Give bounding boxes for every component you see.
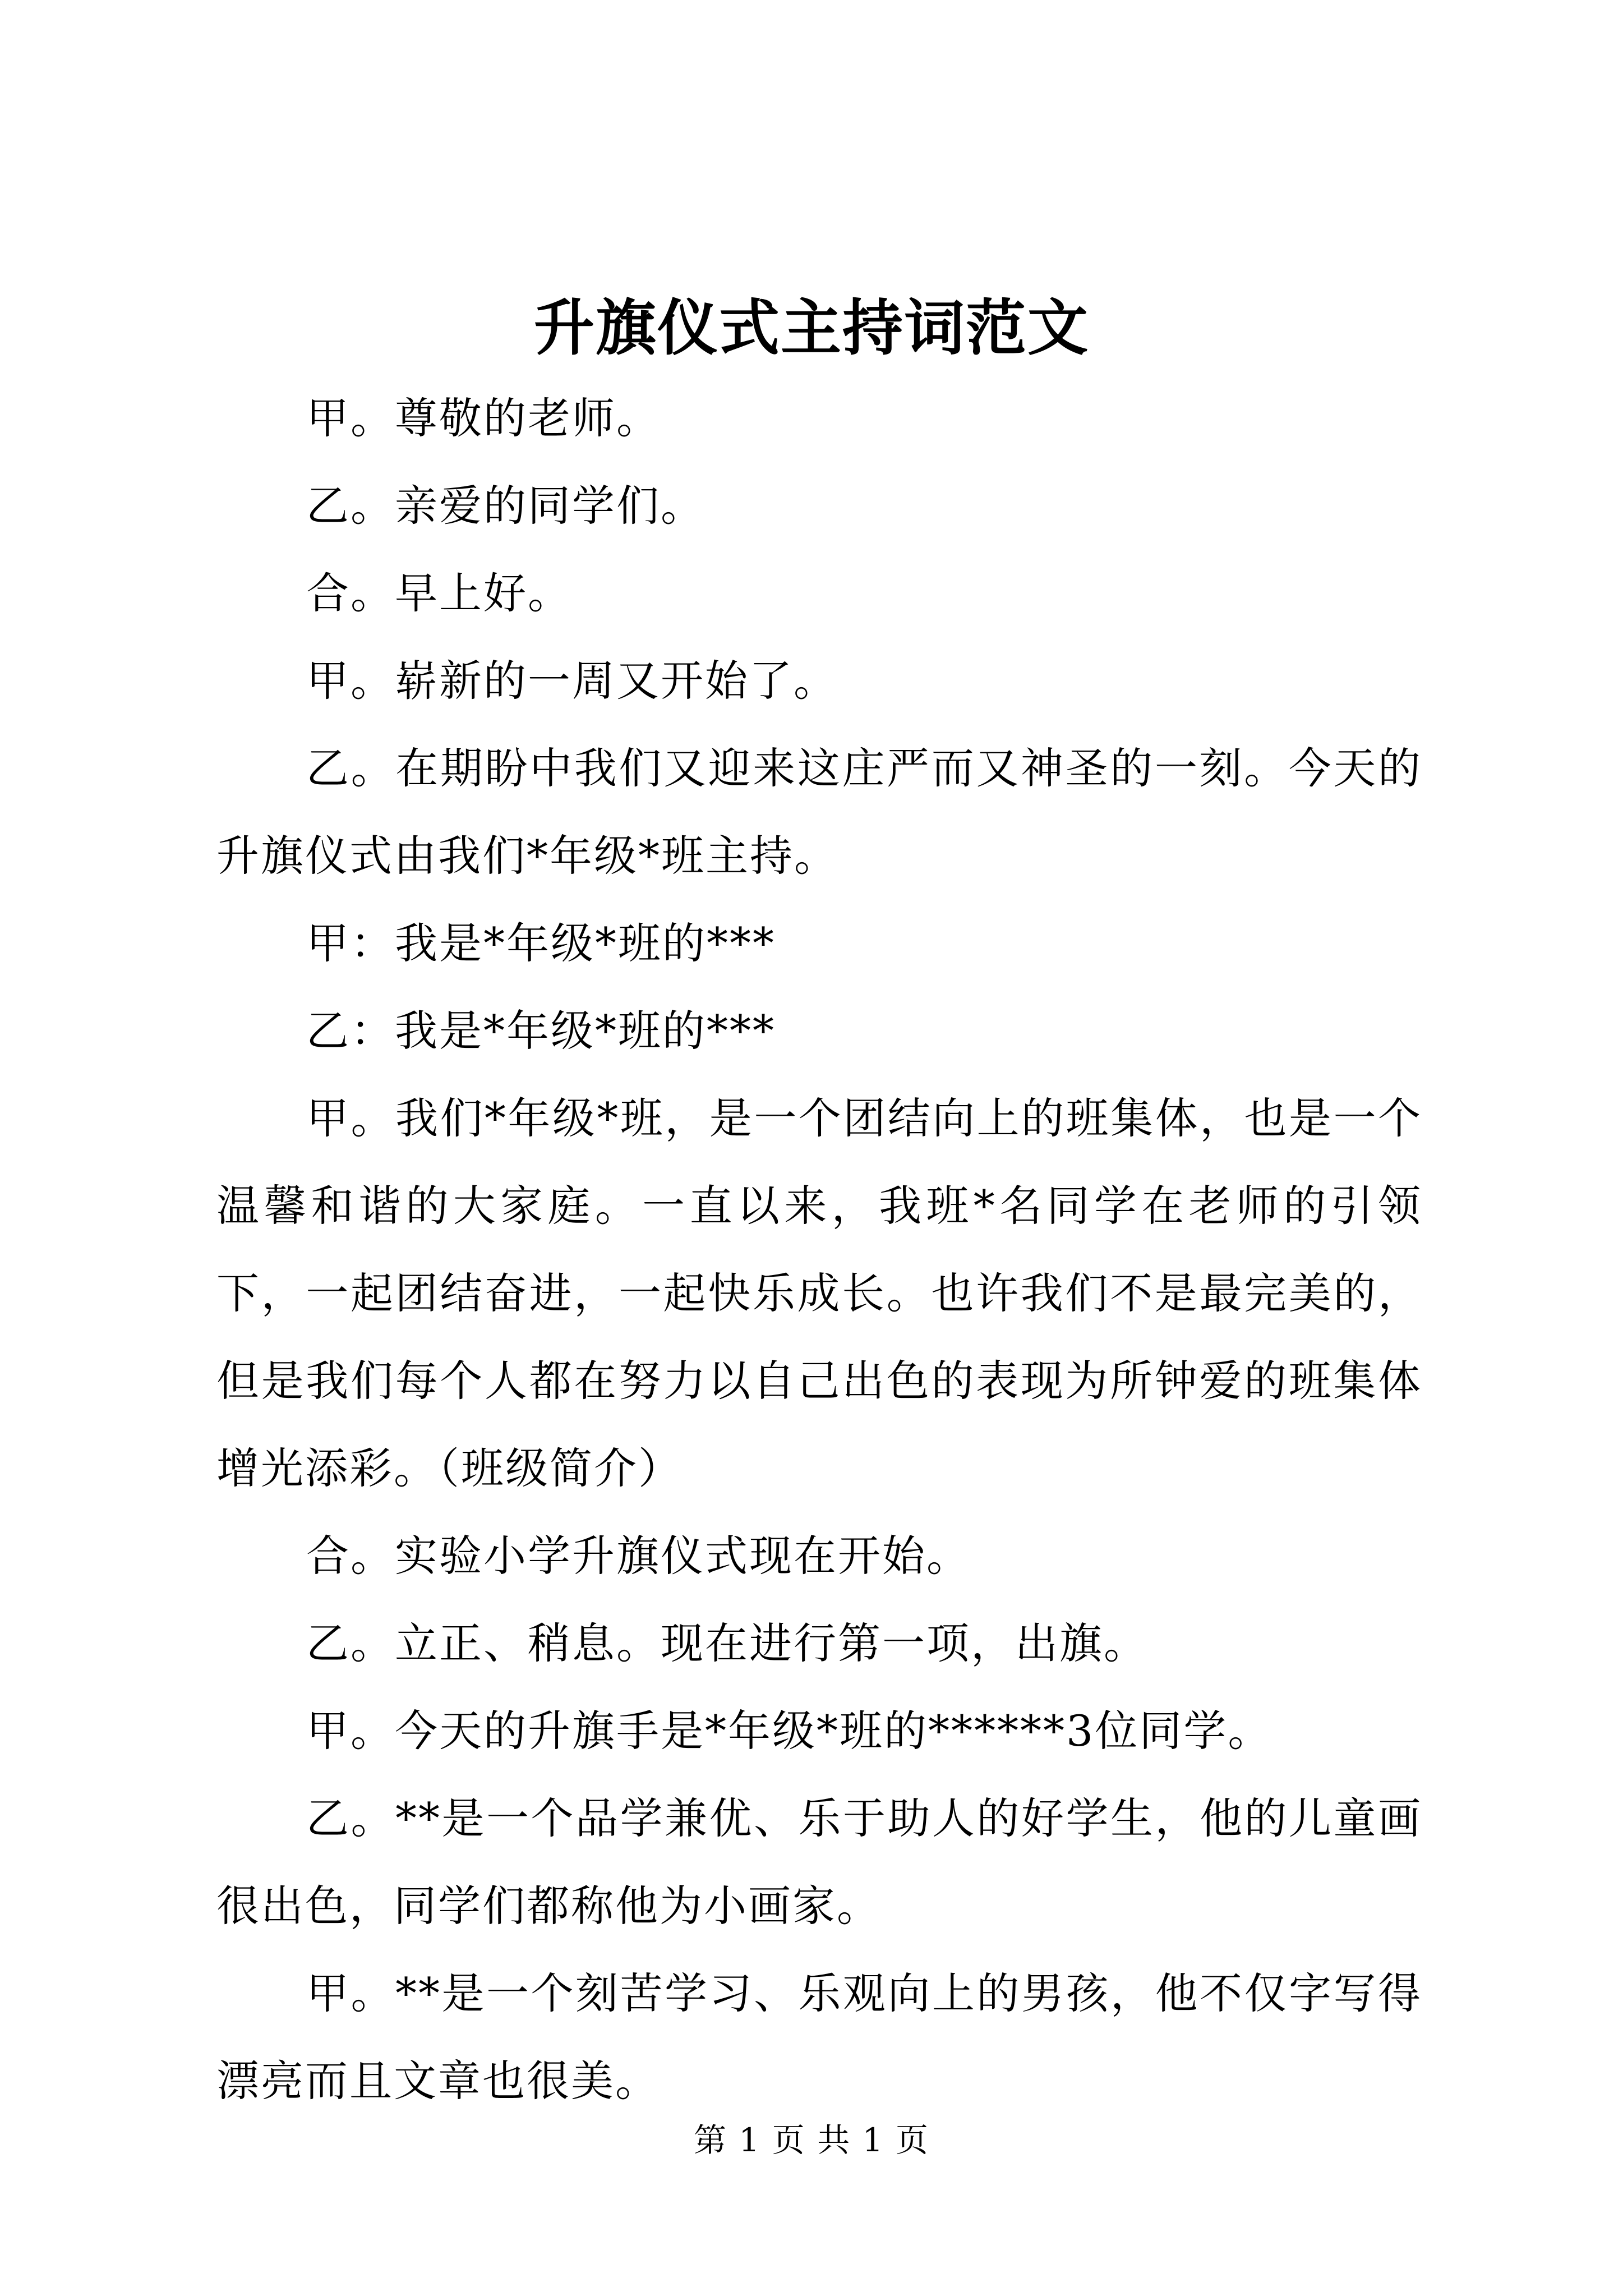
paragraph: 甲。**是一个刻苦学习、乐观向上的男孩，他不仅字写得漂亮而且文章也很美。 (216, 1968, 1422, 2106)
paragraph: 甲。我们*年级*班，是一个团结向上的班集体，也是一个温馨和谐的大家庭。一直以来，我班*名同学在老师的引领下，一起团结奋进，一起快乐成长。也许我们不是最完美的，但是我们每个人都在努力以自己出色的表现为所钟爱的班集体增光添彩。（班级简介） (216, 1093, 1422, 1493)
document-title: 升旗仪式主持词范文 (533, 293, 1089, 364)
paragraph: 乙。亲爱的同学们。 (306, 481, 705, 531)
paragraph: 合。早上好。 (306, 568, 572, 618)
paragraph: 乙：我是*年级*班的*** (306, 1006, 776, 1056)
paragraph: 乙。在期盼中我们又迎来这庄严而又神圣的一刻。今天的升旗仪式由我们*年级*班主持。 (216, 743, 1422, 881)
paragraph: 甲。今天的升旗手是*年级*班的******3位同学。 (306, 1706, 1272, 1756)
paragraph: 甲。尊敬的老师。 (306, 393, 661, 443)
document-body (216, 375, 1422, 2125)
paragraph: 甲：我是*年级*班的*** (306, 918, 776, 968)
paragraph: 乙。**是一个品学兼优、乐于助人的好学生，他的儿童画很出色，同学们都称他为小画家。 (216, 1793, 1422, 1931)
paragraph: 甲。崭新的一周又开始了。 (306, 656, 838, 706)
page-footer: 第 1 页 共 1 页 (694, 2121, 929, 2159)
paragraph: 合。实验小学升旗仪式现在开始。 (306, 1531, 971, 1581)
paragraph: 乙。立正、稍息。现在进行第一项，出旗。 (306, 1618, 1148, 1668)
